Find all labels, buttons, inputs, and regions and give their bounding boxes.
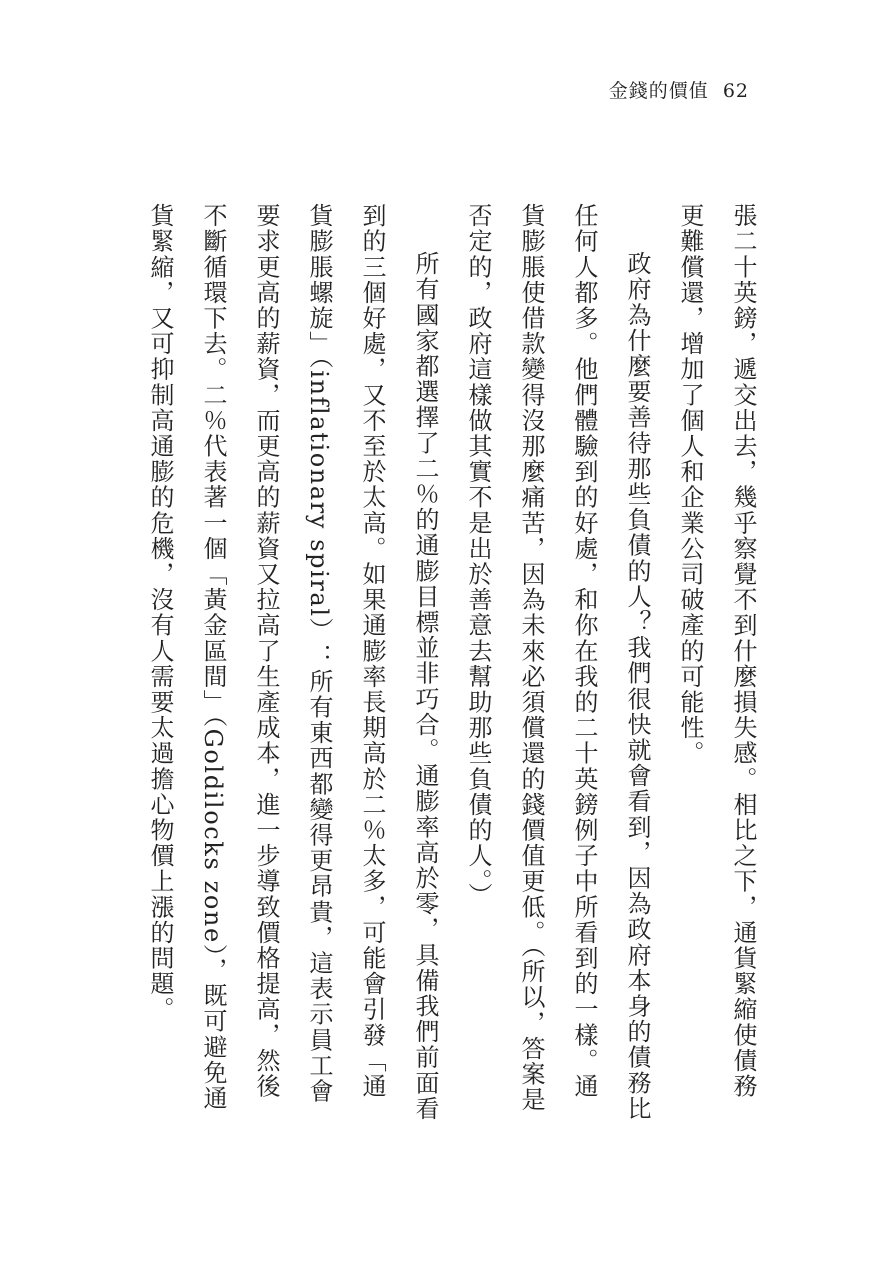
running-header	[609, 76, 749, 103]
paragraph-inflation-target: 所有國家都選擇了二％的通膨目標並非巧合。通膨率高於零，具備我們前面看到的三個好處，又不至於太高。如果通膨率長期高於二％太多，可能會引發「通貨膨脹螺旋」（inflationary spiral）：所有東西都變得更昂貴，這表示員工會要求更高的薪資，而更高的薪資又拉高了生產成本，進一步導致價格提高，然後不斷循環下去。二％代表著一個「黃金區間」（Goldilocks zone），既可避免通貨緊縮，又可抑制高通膨的危機，沒有人需要太過擔心物價上漲的問題。	[146, 203, 439, 1122]
chapter-title: 金錢的價值	[608, 80, 709, 102]
paragraph-government-debt: 政府為什麼要善待那些負債的人？我們很快就會看到，因為政府本身的債務比任何人都多。他們體驗到的好處，和你在我的二十英鎊例子中所看到的一樣。通貨膨脹使借款變得沒那麼痛苦，因為未來必須償還的錢價值更低。（所以，答案是否定的，政府這樣做其實不是出於善意去幫助那些負債的人。）	[464, 203, 651, 1122]
page-number: 62	[722, 80, 749, 102]
body-text	[133, 203, 769, 1123]
paragraph-continuation: 張二十英鎊，遞交出去，幾乎察覺不到什麼損失感。相比之下，通貨緊縮使債務更難償還，增加了個人和企業公司破產的可能性。	[676, 203, 757, 1099]
